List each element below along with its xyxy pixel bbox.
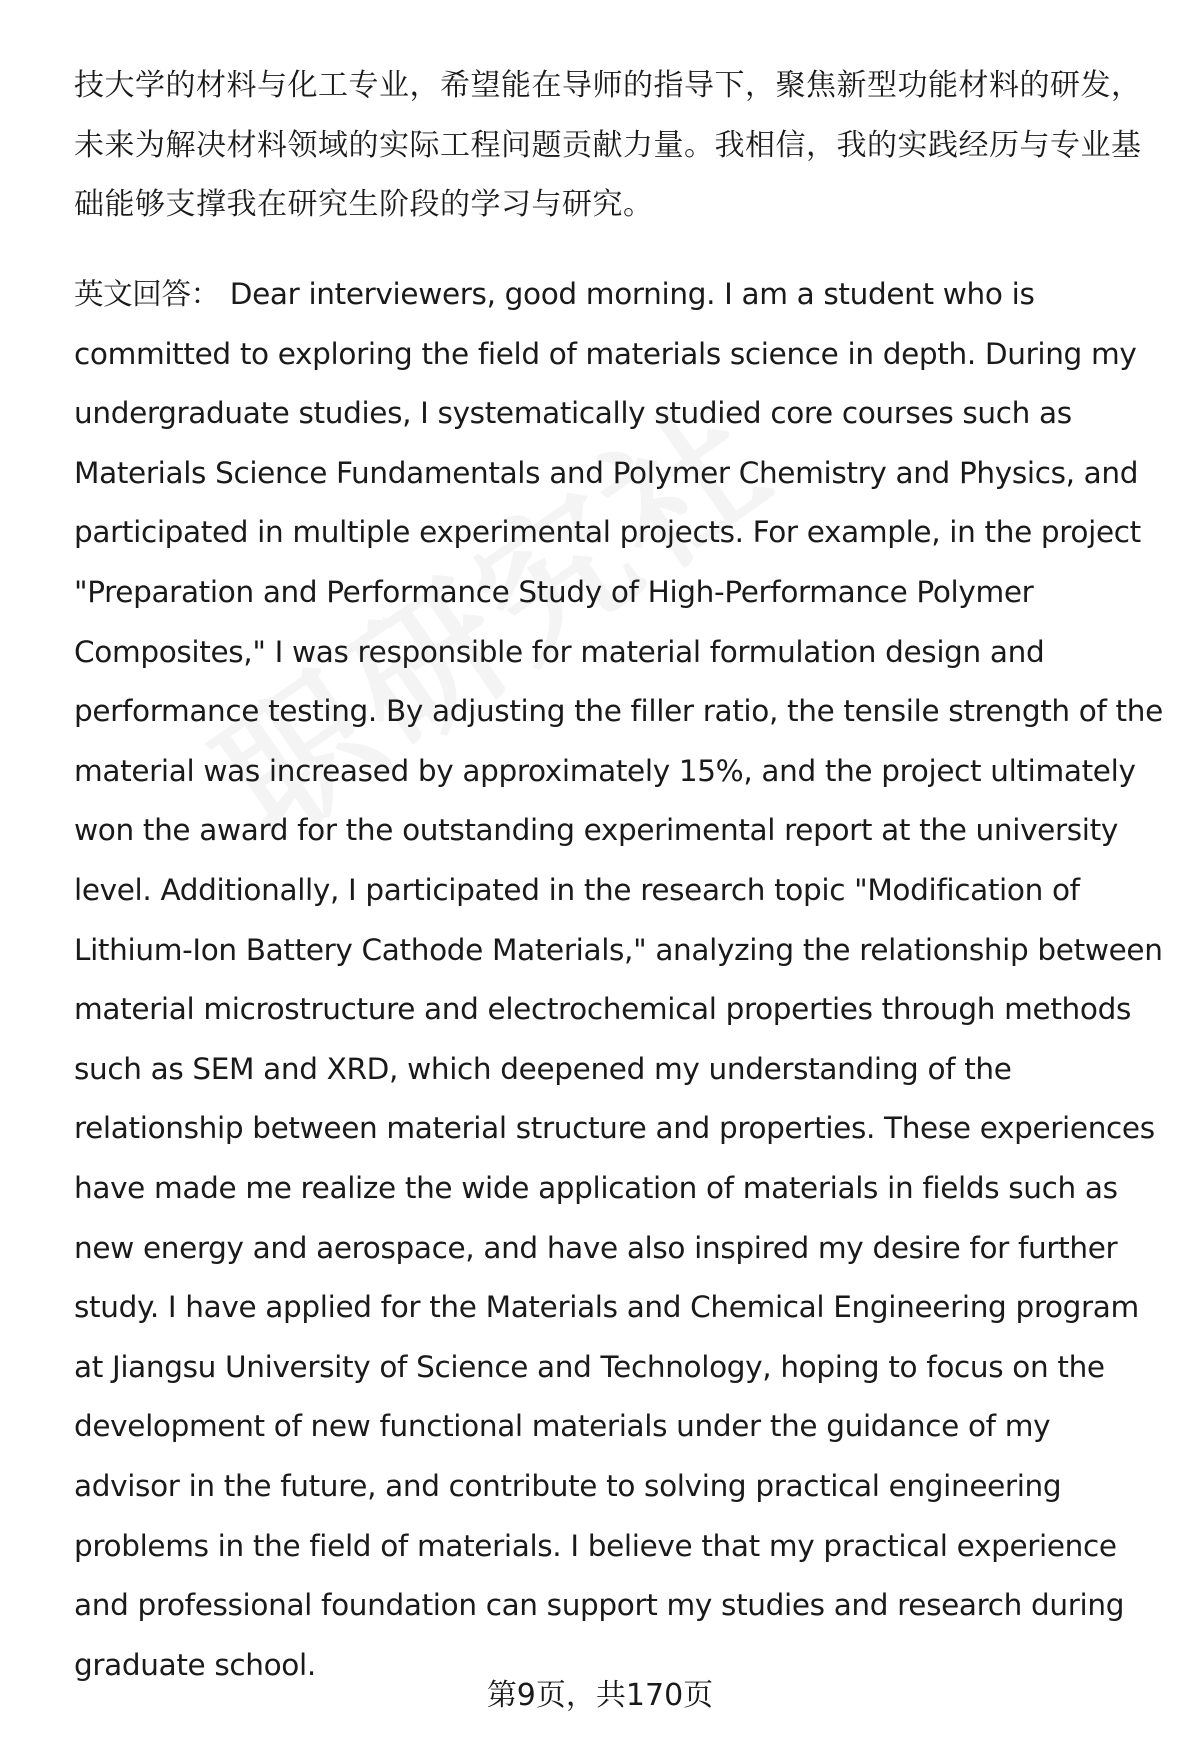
answer-text: Dear interviewers, good morning. I am a student who is committed to exploring the field of materials science in depth. During my undergraduate studies, I systematically studied core courses such as Materials Science Fundamentals and Polymer Chemistry and Physics, and participated in multiple experimental projects. For example, in the project "Preparation and Performance Study of High-Performance Polymer Composites," I was responsible for material formulation design and performance testing. By adjusting the filler ratio, the tensile strength of the material was increased by approximately 15%, and the project ultimately won the award for the outstanding experimental report at the university level. Additionally, I participated in the research topic "Modification of Lithium-Ion Battery Cathode Materials," analyzing the relationship between material microstructure and electrochemical properties through methods such as SEM and XRD, which deepened my understanding of the relationship between material structure and properties. These experiences have made me realize the wide application of materials in fields such as new energy and aerospace, and have also inspired my desire for further study. I have applied for the Materials and Chemical Engineering program at Jiangsu University of Science and Technology, hoping to focus on the development of new functional materials under the guidance of my advisor in the future, and contribute to solving practical engineering problems in the field of materials. I believe that my practical experience and professional foundation can support my studies and research during graduate school. — [74, 277, 1163, 1682]
english-answer-paragraph — [74, 265, 1164, 1695]
page-footer: 第9页，共170页 — [486, 1678, 714, 1713]
answer-label: 英文回答： — [74, 277, 220, 312]
chinese-paragraph: 技大学的材料与化工专业，希望能在导师的指导下，聚焦新型功能材料的研发，未来为解决材料领域的实际工程问题贡献力量。我相信，我的实践经历与专业基础能够支撑我在研究生阶段的学习与研究。 — [74, 68, 1142, 223]
document-body — [74, 56, 1164, 1695]
